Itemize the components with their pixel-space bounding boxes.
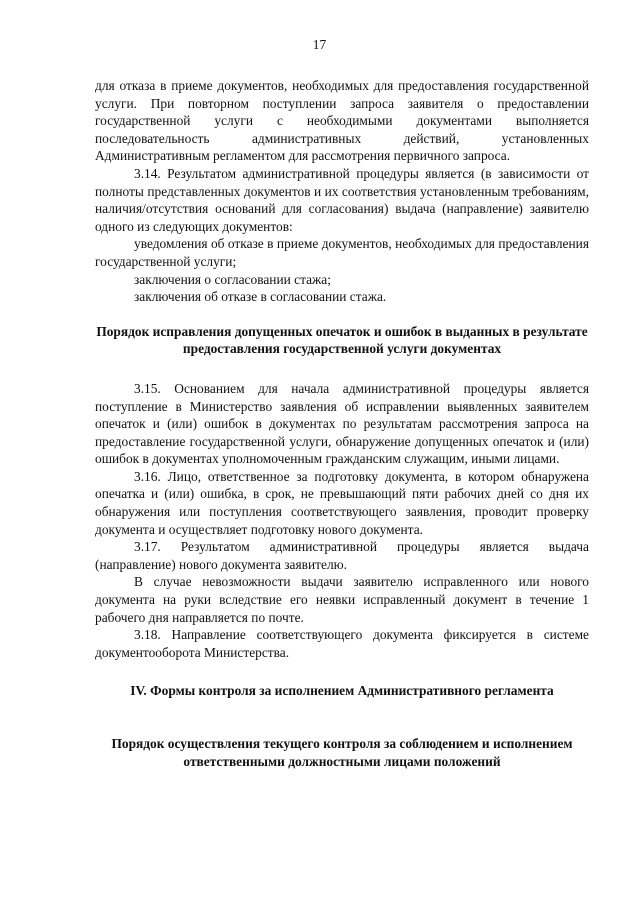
paragraph-mail-delivery: В случае невозможности выдачи заявителю исправленного или нового документа на руки вследствие его неявки исправленный документ в течение 1 рабочего дня направляется по почте.	[95, 574, 589, 625]
paragraph-3-18: 3.18. Направление соответствующего документа фиксируется в системе документооборота Министерства.	[95, 627, 589, 660]
chapter-heading-iv: IV. Формы контроля за исполнением Административного регламента	[130, 683, 554, 699]
paragraph-3-15: 3.15. Основанием для начала административной процедуры является поступление в Министерство заявления об исправлении выявленных заявителем опечаток и (или) ошибок в документах по результатам рассмотрения запроса на предоставление государственной услуги, обнаружение допущенных опечаток и (или) ошибок в документах уполномоченным гражданским служащим, иными лицами.	[95, 380, 589, 467]
page-number: 17	[312, 37, 327, 52]
section-heading-corrections: Порядок исправления допущенных опечаток и ошибок в выданных в результате предоставления государственной услуги документах	[96, 323, 588, 357]
section-heading-current-control: Порядок осуществления текущего контроля за соблюдением и исполнением ответственными должностными лицами положений	[111, 736, 573, 769]
paragraph-refusal-continuation: для отказа в приеме документов, необходимых для предоставления государственной услуги. При повторном поступлении запроса заявителя о предоставлении государственной услуги с необходимыми документами выполняется последовательность административных действий, установленных Административным регламентом для рассмотрения первичного запроса.	[95, 78, 589, 164]
list-item-approval-conclusion: заключения о согласовании стажа;	[134, 271, 331, 287]
paragraph-3-17: 3.17. Результатом административной процедуры является выдача (направление) нового документа заявителю.	[95, 539, 589, 572]
paragraph-3-16: 3.16. Лицо, ответственное за подготовку документа, в котором обнаружена опечатка и (или) ошибка, в срок, не превышающий пяти рабочих дней со дня их обнаружения или поступления соответствующего заявления, проводит проверку документа и осуществляет подготовку нового документа.	[95, 468, 589, 537]
list-item-refusal-notice: уведомления об отказе в приеме документов, необходимых для предоставления государственной услуги;	[95, 236, 589, 269]
list-item-refusal-conclusion: заключения об отказе в согласовании стажа.	[134, 289, 387, 305]
paragraph-3-14: 3.14. Результатом административной процедуры является (в зависимости от полноты представленных документов и их соответствия установленным требованиям, наличия/отсутствия оснований для согласования) выдача (направление) заявителю одного из следующих документов:	[95, 165, 589, 234]
document-body	[95, 77, 589, 770]
